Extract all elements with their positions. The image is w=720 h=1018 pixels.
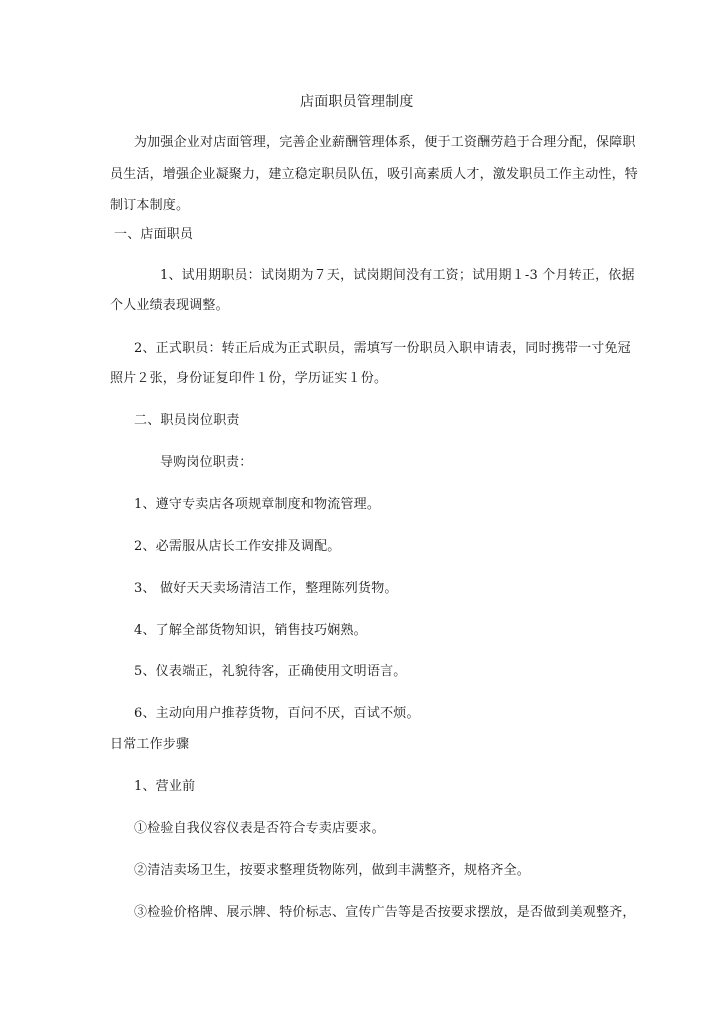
pre-business-item: ②清洁卖场卫生，按要求整理货物陈列，做到丰满整齐，规格齐全。	[134, 863, 531, 878]
intro-line-2: 员生活，增强企业凝聚力，建立稳定职员队伍，吸引高素质人才，激发职员工作主动性，特	[110, 167, 639, 182]
item1-line-1: 1、试用期职员：试岗期为７天，试岗期间没有工资；试用期１-3 个月转正，依据	[160, 268, 635, 283]
section1-heading: 一、店面职员	[114, 227, 194, 242]
document-title: 店面职员管理制度	[300, 94, 414, 110]
duty-item: 3、 做好天天卖场清洁工作，整理陈列货物。	[134, 581, 398, 596]
item2-line-2: 照片２张，身份证复印件１份，学历证实１份。	[110, 371, 388, 386]
duty-item: 6、主动向用户推荐货物，百问不厌，百试不烦。	[134, 706, 420, 721]
duty-item: 1、遵守专卖店各项规章制度和物流管理。	[134, 497, 381, 512]
duty-item: 4、了解全部货物知识，销售技巧娴熟。	[134, 623, 367, 638]
pre-business-item: ①检验自我仪容仪表是否符合专卖店要求。	[134, 821, 385, 836]
intro-line-3: 制订本制度。	[110, 198, 190, 213]
duty-item: 2、必需服从店长工作安排及调配。	[134, 539, 341, 554]
pre-business-item: ③检验价格牌、展示牌、特价标志、宣传广告等是否按要求摆放，是否做到美观整齐，	[134, 905, 636, 920]
item1-line-2: 个人业绩表现调整。	[110, 298, 229, 313]
section2-heading: 二、职员岗位职责	[134, 413, 240, 428]
pre-business-heading: 1、营业前	[134, 779, 196, 794]
intro-line-1: 为加强企业对店面管理，完善企业薪酬管理体系，便于工资酬劳趋于合理分配，保障职	[134, 135, 636, 150]
daily-heading: 日常工作步骤	[110, 737, 190, 752]
duty-item: 5、仪表端正，礼貌待客，正确使用文明语言。	[134, 664, 407, 679]
item2-line-1: 2、正式职员：转正后成为正式职员，需填写一份职员入职申请表，同时携带一寸免冠	[134, 341, 631, 356]
duties-heading: 导购岗位职责：	[160, 455, 253, 470]
